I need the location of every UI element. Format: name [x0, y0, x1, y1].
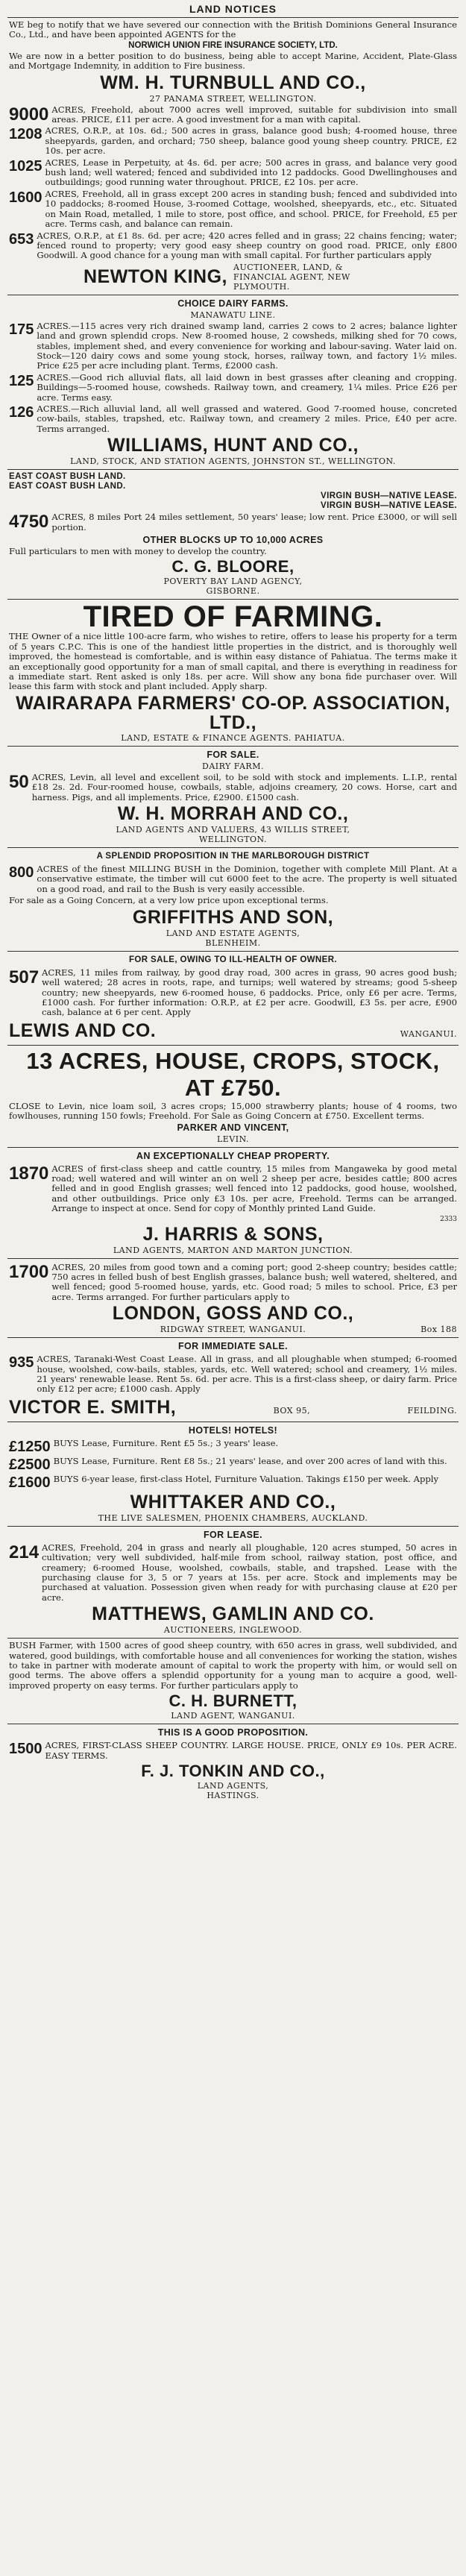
ad-heading: FOR LEASE.	[203, 1529, 262, 1540]
price: £2500	[9, 1456, 51, 1473]
acreage: 175	[9, 321, 34, 338]
firm-name: WM. H. TURNBULL AND CO.,	[100, 72, 366, 93]
price: £1250	[9, 1438, 51, 1455]
firm-name: VICTOR E. SMITH,	[9, 1396, 177, 1418]
firm-place: WANGANUI.	[400, 1028, 457, 1039]
listing	[9, 126, 457, 156]
ad-whittaker	[7, 1422, 459, 1527]
ad-body: BUSH Farmer, with 1500 acres of good sheep country, with 650 acres in grass, well subdivided, and watered, good buildings, with comfortable house and all conveniences for working the station, wishes to take in partner with moderate amount of capital to work the property with him, or would sell on good terms. The above offers a splendid opportunity for a young man to acquire a good, well-improved property on easy terms. For further particulars apply to	[9, 1640, 457, 1691]
listing	[9, 189, 457, 230]
firm-name: W. H. MORRAH AND CO.,	[117, 803, 349, 825]
acreage: 50	[9, 771, 29, 792]
ad-thirteen-acres	[7, 1046, 459, 1148]
listing-text: ACRES, Freehold, 204 in grass and nearly all ploughable, 120 acres stumped, 50 acres in cultivation; very well subdivided, half-mile from school, railway station, post office, and creamery; 6-roomed House, woolshed, cowbails, stable, and trapshed. Lease with the purchasing clause for 3, 5 or 7 years at 15s. per acre. Stock and implements may be purchased at valuation. Possession given when ready for with purchasing clause at £20 per acre.	[42, 1542, 457, 1603]
agent-sub: AUCTIONEER, LAND, & FINANCIAL AGENT, NEW PLYMOUTH.	[233, 262, 350, 292]
listing-text: ACRES, O.R.P., at 10s. 6d.; 500 acres in grass, balance good bush; 4-roomed house, three sheepyards, garden, and orchard; 750 sheep, balance good young sheep country. PRICE, £2 10s. per acre.	[45, 125, 457, 157]
acreage: 1600	[9, 189, 42, 206]
firm-line	[9, 1396, 457, 1419]
ad-victor-smith	[7, 1338, 459, 1422]
listing-text: ACRES, O.R.P., at £1 8s. 6d. per acre; 420 acres felled and in grass; 22 chains fencing; water; fenced round to property; very good easy sheep country on good road. PRICE, only £800 Goodwill. A good chance for a young man with small capital. For further particulars apply	[37, 230, 457, 261]
firm-place: HASTINGS.	[207, 1791, 259, 1801]
firm-place: WELLINGTON.	[199, 835, 267, 845]
listing	[9, 1354, 457, 1395]
ad-heading: FOR IMMEDIATE SALE.	[178, 1341, 288, 1352]
firm-name: C. H. BURNETT,	[169, 1691, 297, 1711]
firm-address: 27 PANAMA STREET, WELLINGTON.	[149, 93, 317, 104]
listing	[9, 512, 457, 533]
listing-text: ACRES.—Rich alluvial land, all well grassed and watered. Good 7-roomed house, concreted cow-bails, stables, trapshed, etc. Railway town, and creamery 2 miles. Price, £40 per acre. Terms arranged.	[37, 403, 457, 434]
firm-name: WAIRARAPA FARMERS' CO-OP. ASSOCIATION, LTD.,	[16, 692, 450, 733]
firm-place: LEVIN.	[216, 1134, 250, 1144]
ad-lewis	[7, 952, 459, 1046]
firm-sub: LAND, ESTATE & FINANCE AGENTS. PAHIATUA.	[121, 732, 345, 743]
notice-text: WE beg to notify that we have severed our connection with the British Dominions General Insurance Co., Ltd., and have been appointed AGENTS for the	[9, 19, 457, 40]
ad-subheading: MANAWATU LINE.	[190, 310, 276, 320]
listing-text: ACRES, 11 miles from railway, by good dray road, 300 acres in grass, 90 acres good bush; well watered; 28 acres in roots, rape, and turnips; well watered by streams; good 5-sheep country; new sheepyards, new 6-roomed house, 6 paddocks. Price, only £6 per acre. Terms, £1000 cash. For further information: O.R.P., at £2 per acre. Goodwill, £3 5s. per acre, £900 cash, balance at 6 per cent. Apply	[42, 967, 457, 1018]
ad-griffiths	[7, 848, 459, 952]
virgin-heading: VIRGIN BUSH—NATIVE LEASE.	[321, 491, 457, 501]
ad-body: CLOSE to Levin, nice loam soil, 3 acres crops; 15,000 strawberry plants; house of 4 rooms, two fowlhouses, running 150 fowls; Freehold. For Sale as Going Concern at £750. Excellent terms.	[9, 1100, 457, 1122]
firm-place: FEILDING.	[407, 1405, 457, 1416]
listing-text: ACRES, Taranaki-West Coast Lease. All in grass, and all ploughable when stumped; 6-roomed house, woolshed, cow-bails, stables, yards, etc. Well watered; school and creamery, 1½ miles. 21 years' renewable lease. Rent 5s. 6d. per acre. This is a first-class sheep, or dairy farm. Price only £12 per acre; £1000 cash. Apply	[37, 1354, 457, 1395]
listing-text: ACRES.—Good rich alluvial flats, all laid down in best grasses after cleaning and cropping. Buildings—5-roomed house, cowsheds. Railway town, and creamery, 1¼ miles. Price £26 per acre. Terms easy.	[37, 371, 457, 403]
acreage: 4750	[9, 512, 49, 533]
ad-heading: EAST COAST BUSH LAND.	[9, 482, 126, 491]
firm-place: BLENHEIM.	[205, 937, 261, 948]
listing	[9, 321, 457, 371]
listing-text: ACRES, Freehold, about 7000 acres well improved, suitable for subdivision into small areas. PRICE, £11 per acre. A good investment for a man with capital.	[51, 104, 457, 125]
listing	[9, 1474, 457, 1491]
listing-text: ACRES of first-class sheep and cattle country, 15 miles from Mangaweka by good metal road; well watered and will winter an on well 2 sheep per acre, besides cattle; 800 acres felled and in good English grasses; well fenced into 12 paddocks, good house, woolshed, and other outbuildings. Price only £3 10s. per acre, Freehold. Terms can be arranged. Arrange to inspect at once. Send for copy of Monthly printed Land Guide.	[51, 1163, 457, 1214]
firm-line	[9, 1020, 457, 1042]
listing-text: ACRES, 8 miles Port 24 miles settlement, 50 years' lease; low rent. Price £3000, or will sell portion.	[51, 512, 457, 533]
listing	[9, 158, 457, 188]
acreage: 507	[9, 967, 40, 987]
listing	[9, 773, 457, 802]
listing-text: ACRES, Freehold, all in grass except 200 acres in standing bush; fenced and subdivided into 10 paddocks; 8-roomed House, 3-roomed Cottage, woolshed, sheepyards, etc., etc. Situated on Main Road, metalled, 1 mile to store, post office, and school. PRICE, for Freehold, £5 per acre. Terms cash, and balance can remain.	[45, 188, 457, 230]
listing-text: ACRES.—115 acres very rich drained swamp land, carries 2 cows to 2 acres; balance lighter land and grown splendid crops. New 8-roomed house, 2 cowsheds, milking shed for 70 cows, stables, implement shed, and every convenience for working and labour-saving. Water laid on. Stock—120 dairy cows and some young stock, horses, railway town, and factory 1½ miles. Price £25 per acre including plant. Terms, £2000 cash.	[37, 320, 457, 371]
firm-name: F. J. TONKIN AND CO.,	[141, 1762, 325, 1781]
newspaper-page	[7, 0, 459, 1803]
ad-matthews-gamlin	[7, 1527, 459, 1639]
ad-london-goss	[7, 1259, 459, 1339]
listing	[9, 231, 457, 261]
virgin-heading: VIRGIN BUSH—NATIVE LEASE.	[321, 501, 457, 511]
acreage: 653	[9, 230, 34, 248]
ad-heading: HOTELS! HOTELS!	[188, 1424, 278, 1436]
firm-name: LONDON, GOSS AND CO.,	[112, 1303, 354, 1325]
acreage: 9000	[9, 104, 49, 125]
firm-line	[9, 1325, 457, 1334]
listing-text: ACRES of the finest MILLING BUSH in the Dominion, together with complete Mill Plant. At a conservative estimate, the timber will cut 6000 feet to the acre. The property is well situated on a good road, and rail to the Bush is very easily accessible.	[37, 864, 457, 894]
listing-text: ACRES, 20 miles from good town and a coming port; good 2-sheep country; besides cattle; 750 acres in felled bush of best English grasses, balance bush; well watered, sheltered, and well fenced; good 5-roomed house, yards, etc. Good road; 5 miles to school. Price, £3 per acre. Terms arranged. For further particulars apply to	[51, 1261, 457, 1302]
price: £1600	[9, 1474, 51, 1491]
firm-sub: LAND AND ESTATE AGENTS,	[166, 928, 300, 938]
listing	[9, 1741, 457, 1761]
firm-sub: THE LIVE SALESMEN, PHOENIX CHAMBERS, AUCKLAND.	[98, 1512, 368, 1523]
listing	[9, 1439, 457, 1455]
firm-address: LAND, STOCK, AND STATION AGENTS, JOHNSTON ST., WELLINGTON.	[70, 456, 396, 467]
ad-body: Full particulars to men with money to develop the country.	[9, 546, 267, 556]
firm-sub: POVERTY BAY LAND AGENCY,	[163, 577, 303, 587]
listing	[9, 373, 457, 403]
ad-heading: FOR SALE.	[207, 749, 259, 760]
insurance-company: NORWICH UNION FIRE INSURANCE SOCIETY, LTD.	[128, 40, 338, 50]
ad-heading: CHOICE DAIRY FARMS.	[177, 298, 289, 309]
firm-name: MATTHEWS, GAMLIN AND CO.	[92, 1603, 374, 1625]
firm-name: LEWIS AND CO.	[9, 1020, 157, 1041]
firm-name: WILLIAMS, HUNT AND CO.,	[107, 435, 359, 456]
listing	[9, 1164, 457, 1214]
acreage: 1025	[9, 157, 42, 175]
firm-sub: LAND AGENTS, MARTON AND MARTON JUNCTION.	[113, 1245, 353, 1255]
section-header: LAND NOTICES	[7, 1, 459, 18]
box-number: BOX 95,	[273, 1405, 311, 1416]
ad-tonkin	[7, 1724, 459, 1803]
acreage: 935	[9, 1354, 34, 1372]
acreage: 126	[9, 403, 34, 421]
ad-williams-hunt	[7, 295, 459, 470]
ad-body: For sale as a Going Concern, at a very low price upon exceptional terms.	[9, 895, 329, 906]
firm-name: GRIFFITHS AND SON,	[132, 906, 334, 928]
notice-body: We are now in a better position to do business, being able to accept Marine, Accident, Plate-Glass and Mortgage Indemnity, in addition to Fire business.	[9, 50, 457, 72]
ad-heading: AN EXCEPTIONALLY CHEAP PROPERTY.	[136, 1150, 330, 1161]
acreage: 1870	[9, 1163, 49, 1184]
listing-text: ACRES, FIRST-CLASS SHEEP COUNTRY. LARGE HOUSE. PRICE, ONLY £9 10s. PER ACRE. EASY TERMS.	[45, 1740, 457, 1761]
agent-line	[9, 263, 457, 292]
acreage: 125	[9, 372, 34, 389]
firm-name: C. G. BLOORE,	[171, 557, 295, 577]
acreage: 800	[9, 864, 34, 882]
firm-name: J. HARRIS & SONS,	[142, 1223, 324, 1245]
firm-sub: RIDGWAY STREET, WANGANUI.	[160, 1325, 306, 1335]
ad-heading: THIS IS A GOOD PROPOSITION.	[157, 1727, 309, 1738]
listing	[9, 105, 457, 125]
listing-text: BUYS Lease, Furniture. Rent £8 5s.; 21 years' lease, and over 200 acres of land with this.	[53, 1455, 447, 1466]
acreage: 214	[9, 1542, 40, 1562]
listing	[9, 404, 457, 434]
acreage: 1208	[9, 126, 42, 143]
firm-name: PARKER AND VINCENT,	[177, 1122, 289, 1133]
box-number: Box 188	[421, 1325, 457, 1335]
firm-place: GISBORNE.	[206, 586, 260, 597]
listing-text: BUYS 6-year lease, first-class Hotel, Furniture Valuation. Takings £150 per week. Apply	[53, 1473, 439, 1484]
ad-heading: FOR SALE, OWING TO ILL-HEALTH OF OWNER.	[128, 955, 338, 964]
ad-title: 13 ACRES, HOUSE, CROPS, STOCK, AT £750.	[26, 1047, 440, 1101]
listing	[9, 968, 457, 1018]
ad-turnbull	[7, 18, 459, 295]
firm-sub: LAND AGENTS AND VALUERS, 43 WILLIS STREET,	[116, 825, 350, 835]
ad-burnett	[7, 1639, 459, 1724]
ad-ref: 2333	[440, 1215, 457, 1223]
listing	[9, 1263, 457, 1303]
listing	[9, 864, 457, 894]
ad-harris	[7, 1148, 459, 1259]
ad-bloore	[7, 470, 459, 600]
firm-name: WHITTAKER AND CO.,	[130, 1491, 336, 1512]
listing-text: ACRES, Lease in Perpetuity, at 4s. 6d. per acre; 500 acres in grass, and balance very good bush land; well watered; fenced and subdivided into 12 paddocks. Good Dwellinghouses and outbuildings; good running water throughout. PRICE, £2 10s. per acre.	[45, 157, 457, 188]
acreage: 1700	[9, 1261, 49, 1282]
ad-heading: EAST COAST BUSH LAND.	[9, 472, 126, 482]
listing-text: ACRES, Levin, all level and excellent soil, to be sold with stock and implements. L.I.P., rental £18 2s. 2d. Four-roomed house, cowbails, stable, adjoins creamery, 20 cows. Horse, cart and harness. Pigs, and all implements. Price, £2900. £1500 cash.	[31, 771, 457, 802]
firm-sub: LAND AGENTS,	[197, 1781, 269, 1791]
firm-sub: AUCTIONEERS, INGLEWOOD.	[163, 1625, 303, 1636]
listing	[9, 1543, 457, 1603]
ad-heading: A SPLENDID PROPOSITION IN THE MARLBOROUGH DISTRICT	[96, 852, 370, 861]
firm-sub: LAND AGENT, WANGANUI.	[171, 1711, 295, 1721]
listing	[9, 1457, 457, 1473]
ad-title: TIRED OF FARMING.	[83, 600, 383, 634]
acreage: 1500	[9, 1741, 42, 1758]
ad-subheading: DAIRY FARM.	[202, 761, 264, 771]
agent-name: NEWTON KING,	[83, 266, 228, 288]
ad-morrah	[7, 747, 459, 848]
listing-text: BUYS Lease, Furniture. Rent £5 5s.; 3 years' lease.	[53, 1437, 279, 1448]
ad-body: THE Owner of a nice little 100-acre farm, who wishes to retire, offers to lease his property for a term of 5 years C.P.C. This is one of the handiest little properties in the district, and is thoroughly well improved, the homestead is comfortable, and is within easy distance of Pahiatua. The terms make it an exceptionally good opportunity for a man of small capital, and there is everything in readiness for a immediate start. Rent asked is only 18s. per acre. Will show any bona fide purchaser over. Will lease this farm with stock and plant included. Apply sharp.	[9, 631, 457, 692]
other-blocks: OTHER BLOCKS UP TO 10,000 ACRES	[142, 535, 324, 545]
ad-tired-of-farming	[7, 600, 459, 746]
